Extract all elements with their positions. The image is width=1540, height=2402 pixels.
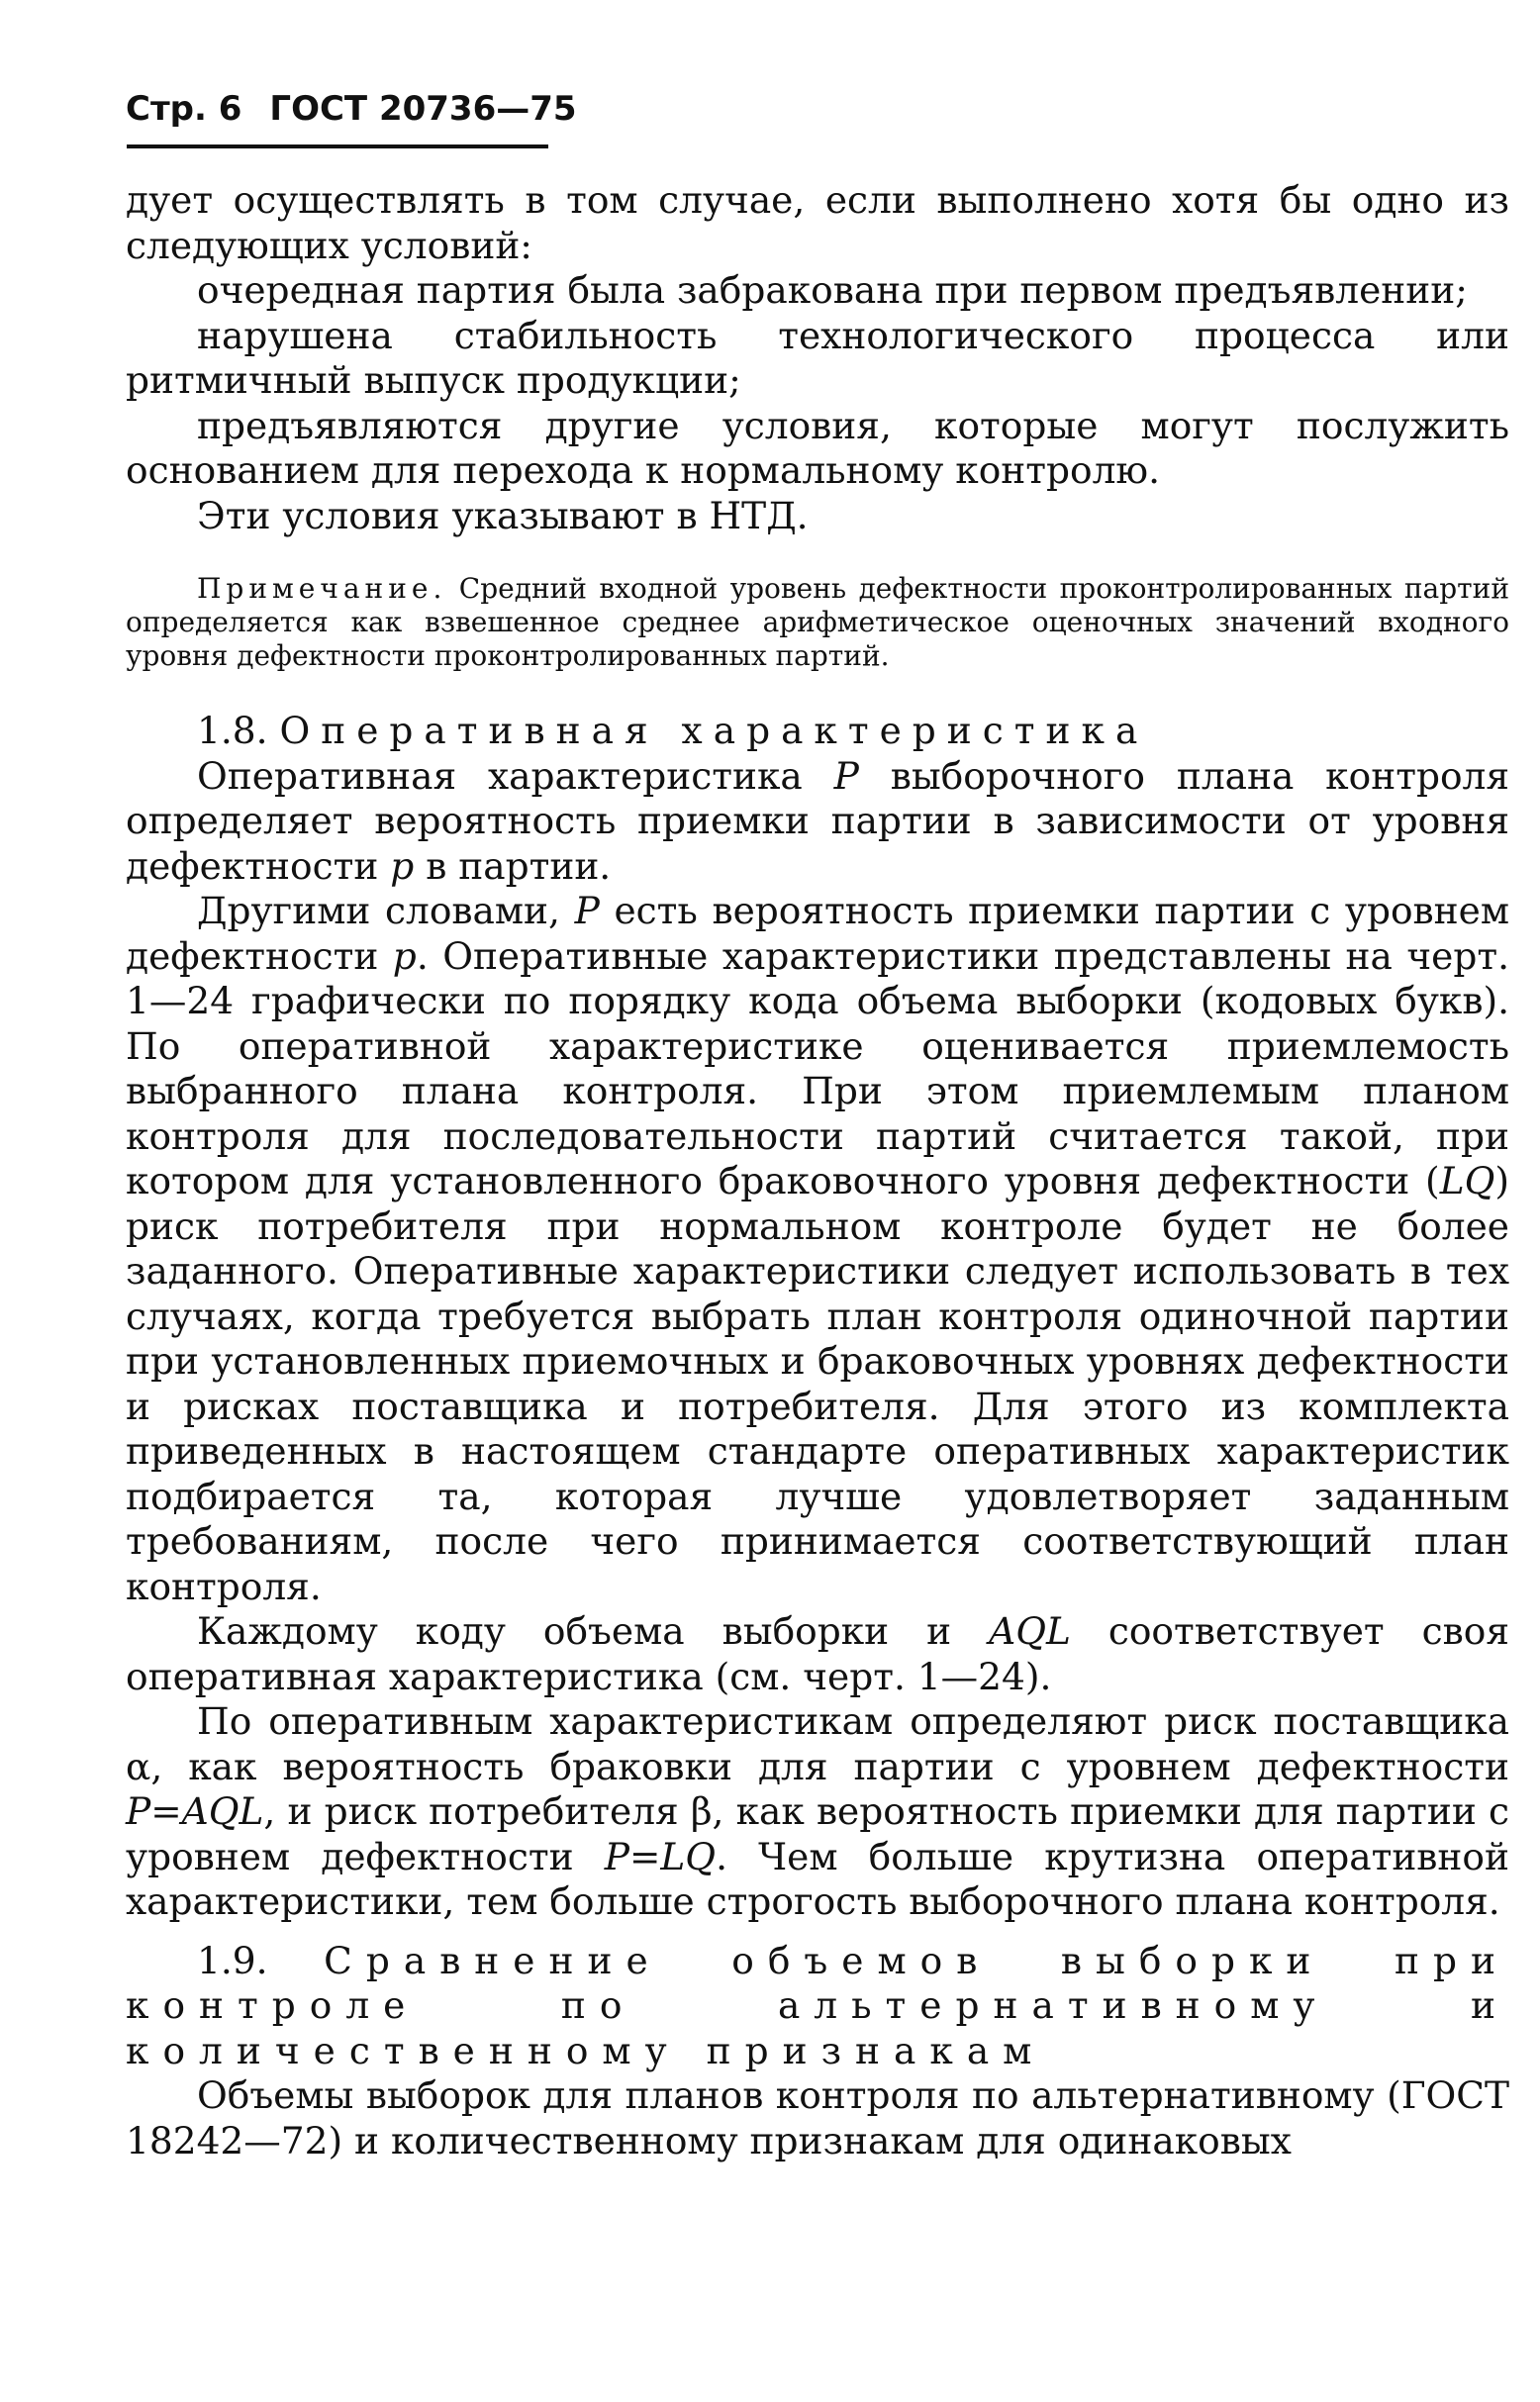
- section-1-8-title: Оперативная характеристика: [279, 709, 1149, 752]
- math-var-P: P: [574, 889, 600, 932]
- section-1-9-title: Сравнение объемов выборки при контроле по альтернативному и количественному признакам: [126, 1938, 1509, 2072]
- conditions-closing: Эти условия указывают в НТД.: [197, 493, 809, 537]
- section-1-8-paragraph-2: [126, 889, 1509, 1609]
- text-run: . Оперативные характеристики представлены на черт. 1—24 графически по порядку кода объема выборки (кодовых букв). По оперативной характеристике оценивается приемлемость выбранного плана контроля. При этом приемлемым планом контроля для последовательности партий считается такой, при котором для установленного браковочного уровня дефектности (: [126, 933, 1509, 1202]
- document-body: [126, 178, 1509, 2163]
- text-run: Каждому коду объема выборки и: [197, 1609, 952, 1653]
- text-run: в партии.: [426, 843, 612, 888]
- section-1-8-paragraph-3: [126, 1609, 1509, 1699]
- text-run: . Чем больше крутизна оперативной характеристики, тем больше строгость выборочного плана контроля.: [126, 1834, 1509, 1923]
- section-1-8-number: 1.8.: [197, 709, 268, 752]
- section-1-8-paragraph-4: [126, 1699, 1509, 1925]
- section-1-8-heading: [126, 709, 1509, 754]
- math-eq-P-LQ: P=LQ: [604, 1834, 717, 1878]
- math-var-P: P: [833, 753, 859, 798]
- note-label: Примечание.: [197, 572, 447, 605]
- condition-item-2: нарушена стабильность технологического процесса или ритмичный выпуск продукции;: [126, 313, 1509, 402]
- math-var-p: p: [392, 933, 417, 978]
- text-run: , и риск потребителя β, как вероятность приемки для партии с уровнем дефектности: [126, 1789, 1509, 1878]
- document-code: ГОСТ 20736—75: [269, 89, 577, 129]
- math-eq-P-AQL: P=AQL: [126, 1789, 264, 1833]
- text-run: Другими словами,: [197, 889, 560, 932]
- text-run: ) риск потребителя при нормальном контроле будет не более заданного. Оперативные характеристики следует использовать в тех случаях, когда требуется выбрать план контроля одиночной партии при установленных приемочных и браковочных уровнях дефектности и рисках поставщика и потребителя. Для этого из комплекта приведенных в настоящем стандарте оперативных характеристик подбирается та, которая лучше удовлетворяет заданным требованиям, после чего принимается соответствующий план контроля.: [126, 1159, 1509, 1608]
- math-var-p: p: [390, 843, 415, 888]
- condition-item-3: предъявляются другие условия, которые могут послужить основанием для перехода к нормальному контролю.: [126, 403, 1509, 492]
- text-run: Оперативная характеристика: [197, 753, 803, 798]
- section-1-8-paragraph-1: [126, 754, 1509, 890]
- text-run: По оперативным характеристикам определяют риск поставщика α, как вероятность браковки для партии с уровнем дефектности: [126, 1699, 1509, 1788]
- header-underline: [127, 144, 548, 148]
- section-1-9-paragraph-1: Объемы выборок для планов контроля по альтернативному (ГОСТ 18242—72) и количественному признакам для одинаковых: [126, 2073, 1509, 2162]
- text-run: соответствует своя оперативная характеристика (см. черт. 1—24).: [126, 1609, 1509, 1698]
- note-paragraph: [126, 572, 1509, 673]
- note-text: Средний входной уровень дефектности проконтролированных партий определяется как взвешенное среднее арифметическое оценочных значений входного уровня дефектности проконтролированных партий.: [126, 572, 1509, 672]
- page-header: [126, 89, 577, 129]
- condition-item-1: очередная партия была забракована при первом предъявлении;: [197, 268, 1468, 312]
- text-run: есть вероятность приемки партии с уровнем дефектности: [126, 889, 1510, 978]
- section-1-9-heading: [126, 1939, 1509, 2074]
- math-var-LQ: LQ: [1439, 1159, 1495, 1202]
- page-number: Стр. 6: [126, 89, 242, 129]
- intro-continuation: дует осуществлять в том случае, если выполнено хотя бы одно из следующих условий:: [126, 178, 1509, 267]
- math-var-AQL: AQL: [989, 1609, 1071, 1653]
- text-run: выборочного плана контроля определяет вероятность приемки партии в зависимости от уровня дефектности: [126, 753, 1510, 888]
- section-1-9-number: 1.9.: [197, 1938, 268, 1982]
